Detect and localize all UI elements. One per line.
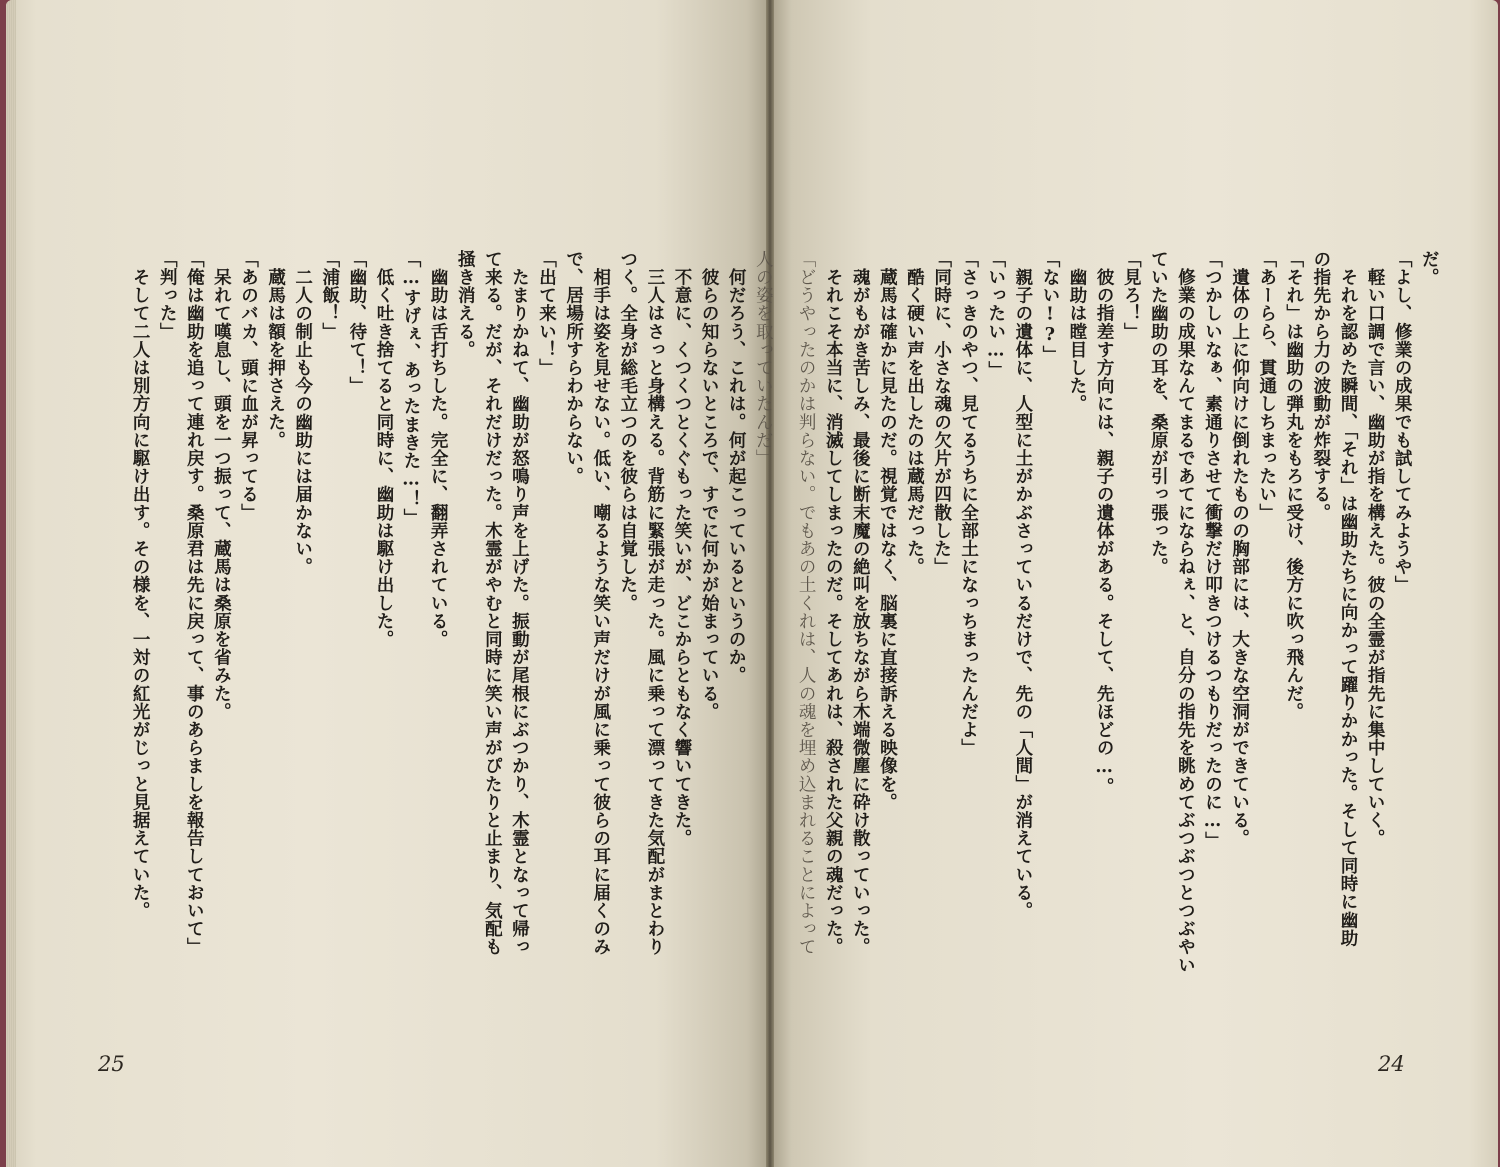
text-line: 「つかしいなぁ、素通りさせて衝撃だけ叩きつけるつもりだったのに…」 <box>1202 250 1223 850</box>
text-line: 何だろう、これは。何が起こっているというのか。 <box>726 250 747 685</box>
text-line: 「判った」 <box>157 250 178 341</box>
text-line: て来る。だが、それだけだった。木霊がやむと同時に笑い声がぴたりと止まり、気配も <box>482 250 503 956</box>
text-line: 低く吐き捨てると同時に、幽助は駆け出した。 <box>373 250 394 649</box>
text-line: で、居場所すらわからない。 <box>563 250 584 486</box>
text-line: 「どうやったのかは判らない。でもあの土くれは、人の魂を埋め込まれることによって <box>796 250 817 956</box>
text-line: 「…すげぇ、あったまきた…！」 <box>401 250 422 527</box>
text-line: 蔵馬は確かに見たのだ。視覚ではなく、脳裏に直接訴える映像を。 <box>877 250 898 812</box>
text-line: だ。 <box>1419 250 1440 287</box>
text-line: 掻き消える。 <box>455 250 476 359</box>
text-line: それこそ本当に、消滅してしまったのだ。そしてあれは、殺された父親の魂だった。 <box>823 250 844 956</box>
text-line: 幽助は瞠目した。 <box>1067 250 1088 413</box>
right-page-text <box>792 250 1442 974</box>
text-line: 「出て来い！」 <box>536 250 557 377</box>
text-line: 「さっきのやつ、見てるうちに全部土になっちまったんだよ」 <box>958 250 979 757</box>
text-line: たまりかねて、幽助が怒鳴り声を上げた。振動が尾根にぶつかり、木霊となって帰っ <box>509 250 530 956</box>
text-line: 二人の制止も今の幽助には届かない。 <box>292 250 313 576</box>
text-line: そして二人は別方向に駆け出す。その様を、一対の紅光がじっと見据えていた。 <box>130 250 151 920</box>
text-line: 「幽助、待て！」 <box>346 250 367 395</box>
text-line: 「ない!?」 <box>1039 250 1060 364</box>
text-line: 蔵馬は額を押さえた。 <box>265 250 286 450</box>
text-line: 相手は姿を見せない。低い、嘲るような笑い声だけが風に乗って彼らの耳に届くのみ <box>590 250 611 956</box>
text-line: 彼らの知らないところで、すでに何かが始まっている。 <box>699 250 720 721</box>
text-line: 遺体の上に仰向けに倒れたものの胸部には、大きな空洞ができている。 <box>1229 250 1250 848</box>
text-line: 魂がもがき苦しみ、最後に断末魔の絶叫を放ちながら木端微塵に砕け散っていった。 <box>850 250 871 956</box>
text-line: 不意に、くつくつとくぐもった笑いが、どこからともなく響いてきた。 <box>671 250 692 848</box>
left-page-text <box>126 250 776 970</box>
text-line: の指先から力の波動が炸裂する。 <box>1310 250 1331 522</box>
text-line: 呆れて嘆息し、頭を一つ振って、蔵馬は桑原を省みた。 <box>211 250 232 721</box>
page-edge <box>6 0 16 1167</box>
text-line: 修業の成果なんてまるであてにならねぇ、と、自分の指先を眺めてぶつぶつとつぶやい <box>1175 250 1196 974</box>
text-line: ていた幽助の耳を、桑原が引っ張った。 <box>1148 250 1169 576</box>
text-line: 三人はさっと身構える。背筋に緊張が走った。風に乗って漂ってきた気配がまとわり <box>644 250 665 956</box>
text-line: 酷く硬い声を出したのは蔵馬だった。 <box>904 250 925 576</box>
text-line: 「同時に、小さな魂の欠片が四散した」 <box>931 250 952 576</box>
text-line: 「あーらら、貫通しちまったい」 <box>1256 250 1277 522</box>
text-line: それを認めた瞬間、「それ」は幽助たちに向かって躍りかかった。そして同時に幽助 <box>1337 250 1358 948</box>
text-line: 軽い口調で言い、幽助が指を構えた。彼の全霊が指先に集中していく。 <box>1365 250 1386 848</box>
text-line: 「見ろ！」 <box>1121 250 1142 341</box>
text-line: 「それ」は幽助の弾丸をもろに受け、後方に吹っ飛んだ。 <box>1283 250 1304 721</box>
text-line: 親子の遺体に、人型に土がかぶさっているだけで、先の「人間」が消えている。 <box>1012 250 1033 920</box>
text-line: 彼の指差す方向には、親子の遺体がある。そして、先ほどの…。 <box>1094 250 1115 796</box>
text-line: 「あのバカ、頭に血が昇ってる」 <box>238 250 259 522</box>
text-line: 「俺は幽助を追って連れ戻す。桑原君は先に戻って、事のあらましを報告しておいて」 <box>184 250 205 956</box>
text-line: つく。全身が総毛立つのを彼らは自覚した。 <box>617 250 638 612</box>
text-line: 「よし、修業の成果でも試してみようや」 <box>1392 250 1413 594</box>
left-page-number: 25 <box>98 1052 125 1076</box>
text-line: 「浦飯！」 <box>319 250 340 341</box>
right-page-number: 24 <box>1378 1052 1405 1076</box>
text-line: 「いったい…」 <box>985 250 1006 380</box>
text-line: 幽助は舌打ちした。完全に、翻弄されている。 <box>428 250 449 649</box>
text-line: 人の姿を取っていたんだ」 <box>753 250 774 468</box>
